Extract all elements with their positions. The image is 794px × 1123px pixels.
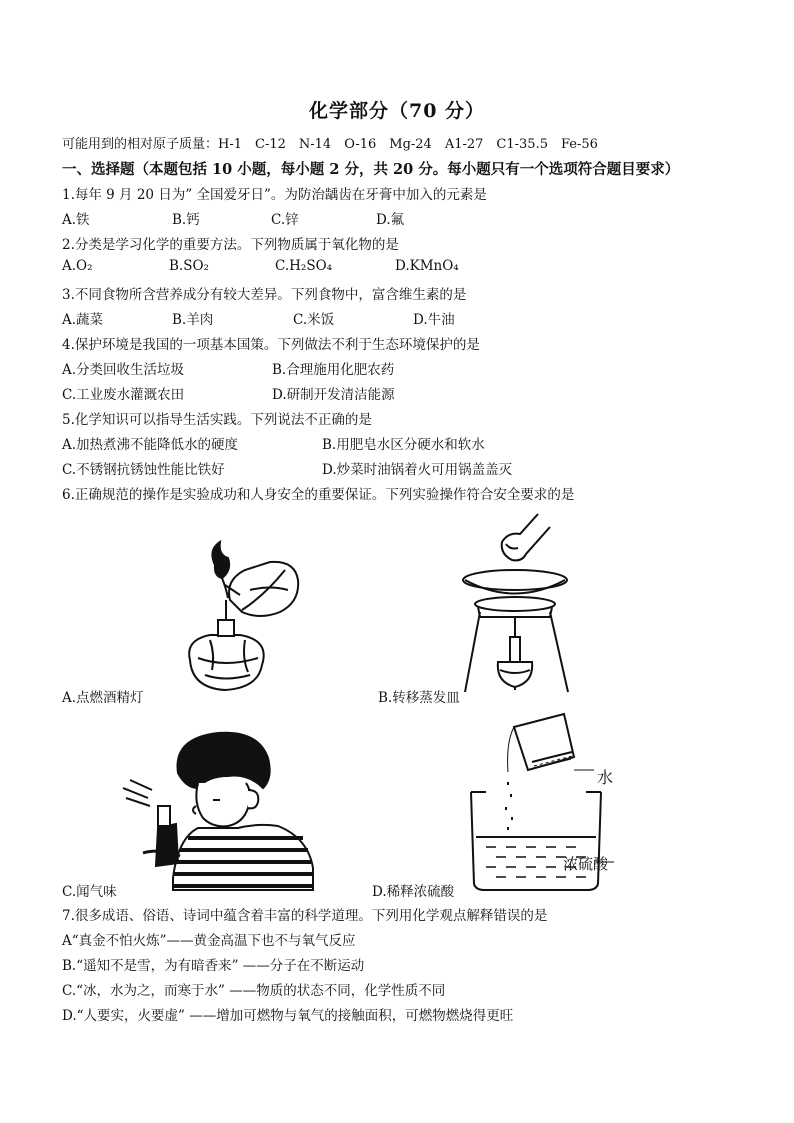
question-6-stem: 6.正确规范的操作是实验成功和人身安全的重要保证。下列实验操作符合安全要求的是 [62,487,575,503]
question-3-option-d: D.牛油 [413,312,455,328]
question-3-option-a: A.蔬菜 [62,312,104,328]
question-1-option-b: B.钙 [172,212,200,228]
question-5-option-c: C.不锈钢抗锈蚀性能比铁好 [62,462,225,478]
question-2-option-b: B.SO₂ [169,258,209,274]
acid-label: 浓硫酸 [563,855,609,873]
question-5-stem: 5.化学知识可以指导生活实践。下列说法不正确的是 [62,412,372,428]
question-4-stem: 4.保护环境是我国的一项基本国策。下列做法不利于生态环境保护的是 [62,337,480,353]
question-4-option-c: C.工业废水灌溉农田 [62,387,185,403]
question-1-option-d: D.氟 [376,212,405,228]
question-1-option-c: C.锌 [271,212,299,228]
question-1-stem: 1.每年 9 月 20 日为” 全国爱牙日”。为防治龋齿在牙膏中加入的元素是 [62,187,487,203]
question-6-option-c: C.闻气味 [62,884,117,900]
question-4-option-a: A.分类回收生活垃圾 [62,362,185,378]
question-5-option-b: B.用肥皂水区分硬水和软水 [322,437,485,453]
question-7-option-d: D.“人要实，火要虚” ——增加可燃物与氧气的接触面积，可燃物燃烧得更旺 [62,1008,514,1024]
question-4-option-d: D.研制开发清洁能源 [272,387,395,403]
section-header: 一、选择题（本题包括 10 小题，每小题 2 分，共 20 分。每小题只有一个选项符合题目要求） [62,161,680,178]
alcohol-lamp-figure [170,540,305,695]
question-7-option-b: B.“遥知不是雪，为有暗香来” ——分子在不断运动 [62,958,365,974]
atomic-masses-line: 可能用到的相对原子质量：H-1 C-12 N-14 O-16 Mg-24 A1-27 C1-35.5 Fe-56 [62,137,598,152]
question-2-option-c: C.H₂SO₄ [275,258,333,274]
question-6-option-a: A.点燃酒精灯 [62,690,144,706]
question-7-option-a: A“真金不怕火炼”——黄金高温下也不与氧气反应 [62,933,356,949]
question-5-option-d: D.炒菜时油锅着火可用锅盖盖灭 [322,462,513,478]
question-3-stem: 3.不同食物所含营养成分有较大差异。下列食物中，富含维生素的是 [62,287,467,303]
question-2-option-d: D.KMnO₄ [395,258,459,274]
question-7-stem: 7.很多成语、俗语、诗词中蕴含着丰富的科学道理。下列用化学观点解释错误的是 [62,908,548,924]
question-6-option-b: B.转移蒸发皿 [378,690,460,706]
question-4-option-b: B.合理施用化肥农药 [272,362,395,378]
smelling-figure [118,728,323,893]
dilute-acid-figure [456,712,646,897]
page-title: 化学部分（70 分） [308,100,486,122]
question-2-option-a: A.O₂ [62,258,93,274]
question-5-option-a: A.加热煮沸不能降低水的硬度 [62,437,239,453]
evaporating-dish-figure [460,512,575,697]
question-7-option-c: C.“冰，水为之，而寒于水” ——物质的状态不同，化学性质不同 [62,983,446,999]
question-1-option-a: A.铁 [62,212,90,228]
question-3-option-b: B.羊肉 [172,312,214,328]
question-6-option-d: D.稀释浓硫酸 [372,884,455,900]
question-3-option-c: C.米饭 [293,312,335,328]
question-2-stem: 2.分类是学习化学的重要方法。下列物质属于氧化物的是 [62,237,399,253]
water-label: 水 [597,768,614,787]
